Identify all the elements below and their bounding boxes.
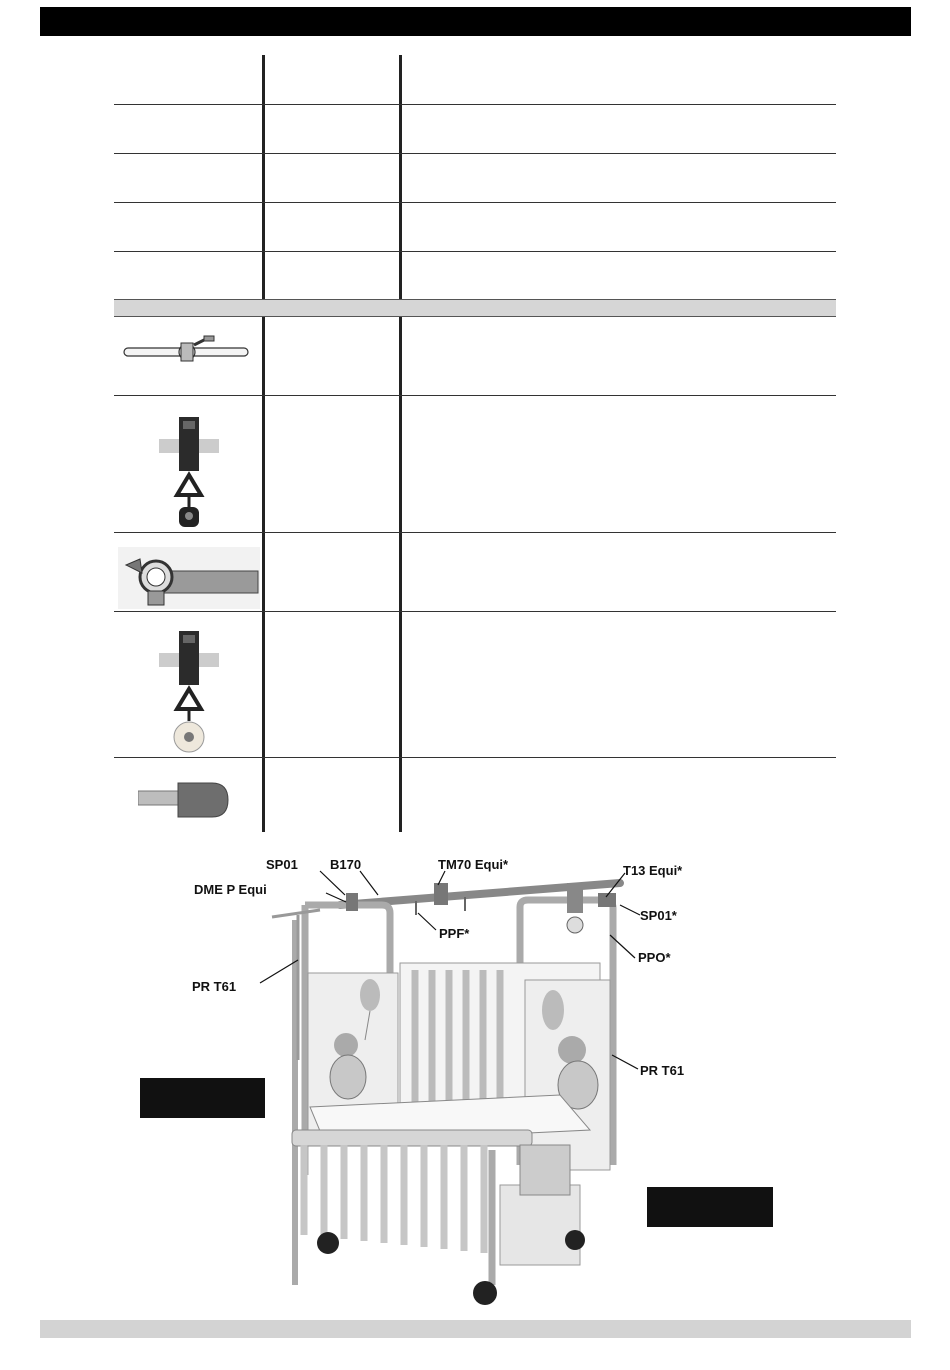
column-divider [399, 55, 402, 832]
end-cap-icon [138, 773, 230, 827]
section-header [114, 299, 836, 317]
label-sp01: SP01 [266, 857, 298, 872]
row-divider [114, 611, 836, 612]
pulley-wheel-icon [159, 623, 219, 755]
label-block-left [140, 1078, 265, 1118]
label-block-right [647, 1187, 773, 1227]
row-divider [114, 532, 836, 533]
row-divider [114, 395, 836, 396]
pulley-hanger-icon [159, 405, 219, 530]
row-divider [114, 202, 836, 203]
label-t13-equi: T13 Equi* [623, 863, 683, 878]
label-pr-t61-left: PR T61 [192, 979, 237, 994]
label-tm70-equi: TM70 Equi* [438, 857, 509, 872]
accessory-table [114, 55, 836, 832]
bar-clamp-icon [122, 335, 252, 369]
row-divider [114, 153, 836, 154]
row-divider [114, 757, 836, 758]
label-pr-t61-right: PR T61 [640, 1063, 685, 1078]
column-divider [262, 55, 265, 832]
footer-bar [40, 1320, 911, 1338]
row-divider [114, 104, 836, 105]
row-divider [114, 251, 836, 252]
label-ppf: PPF* [439, 926, 470, 941]
header-bar [40, 7, 911, 36]
label-dme-p-equi: DME P Equi [194, 882, 267, 897]
label-ppo: PPO* [638, 950, 671, 965]
label-b170: B170 [330, 857, 362, 872]
label-sp01-star: SP01* [640, 908, 677, 923]
clamp-arm-icon [118, 547, 260, 609]
